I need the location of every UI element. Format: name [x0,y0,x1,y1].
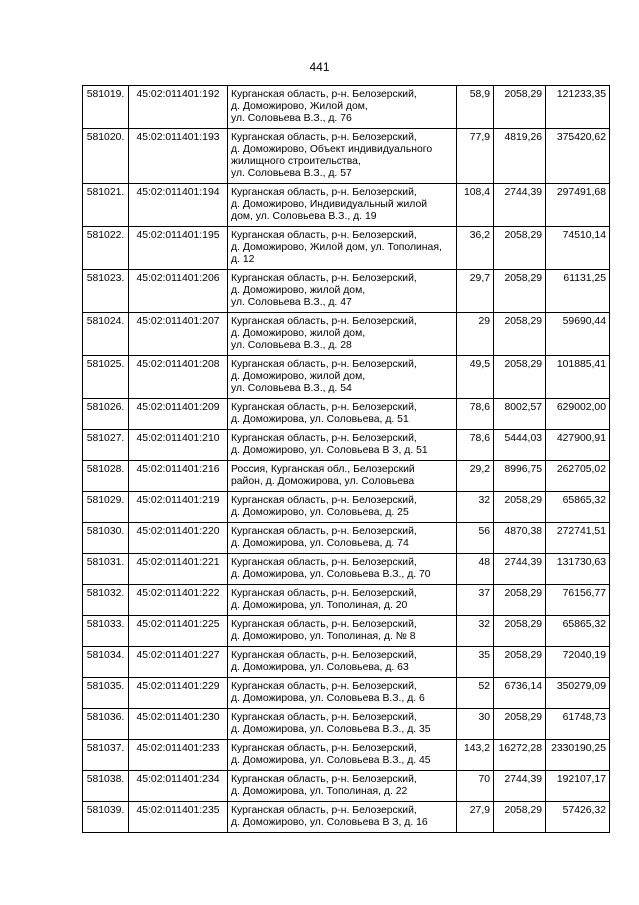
address-cell: Курганская область, р-н. Белозерский, д. Доможирово, Объект индивидуального жилищного строительства, ул. Соловьева В.З., д. 57 [228,129,457,184]
address-cell: Курганская область, р-н. Белозерский, д. Доможирово, жилой дом, ул. Соловьева В.З., д. 54 [228,356,457,399]
cadastral-number-cell: 45:02:011401:233 [129,740,228,771]
table-row [83,585,610,616]
table-row [83,313,610,356]
cadastral-value-cell: 74510,14 [546,227,610,270]
specific-value-cell: 2058,29 [494,709,546,740]
area-cell: 36,2 [457,227,494,270]
table-row [83,771,610,802]
row-number-cell: 581019. [83,86,129,129]
row-number-cell: 581036. [83,709,129,740]
cadastral-number-cell: 45:02:011401:219 [129,492,228,523]
address-cell: Курганская область, р-н. Белозерский, д. Доможирово, ул. Тополиная, д. № 8 [228,616,457,647]
area-cell: 48 [457,554,494,585]
cadastral-number-cell: 45:02:011401:193 [129,129,228,184]
address-cell: Курганская область, р-н. Белозерский, д. Доможирова, ул. Соловьева В.З., д. 35 [228,709,457,740]
cadastral-value-cell: 76156,77 [546,585,610,616]
cadastral-value-cell: 131730,63 [546,554,610,585]
table-row [83,709,610,740]
specific-value-cell: 2744,39 [494,554,546,585]
specific-value-cell: 2058,29 [494,802,546,833]
row-number-cell: 581032. [83,585,129,616]
address-cell: Курганская область, р-н. Белозерский, д. Доможирово, Индивидуальный жилой дом, ул. Соловьева В.З., д. 19 [228,184,457,227]
table-row [83,399,610,430]
specific-value-cell: 2058,29 [494,313,546,356]
row-number-cell: 581026. [83,399,129,430]
address-cell: Курганская область, р-н. Белозерский, д. Доможирово, Жилой дом, ул. Тополиная, д. 12 [228,227,457,270]
address-cell: Курганская область, р-н. Белозерский, д. Доможирово, ул. Соловьева В З, д. 51 [228,430,457,461]
table-row [83,270,610,313]
address-cell: Россия, Курганская обл., Белозерский район, д. Доможирова, ул. Соловьева [228,461,457,492]
specific-value-cell: 5444,03 [494,430,546,461]
cadastral-value-cell: 272741,51 [546,523,610,554]
cadastral-value-cell: 2330190,25 [546,740,610,771]
row-number-cell: 581029. [83,492,129,523]
area-cell: 29,7 [457,270,494,313]
area-cell: 29,2 [457,461,494,492]
address-cell: Курганская область, р-н. Белозерский, д. Доможирова, ул. Тополиная, д. 22 [228,771,457,802]
row-number-cell: 581023. [83,270,129,313]
specific-value-cell: 4870,38 [494,523,546,554]
cadastral-number-cell: 45:02:011401:194 [129,184,228,227]
address-cell: Курганская область, р-н. Белозерский, д. Доможирово, ул. Соловьева, д. 25 [228,492,457,523]
table-row [83,523,610,554]
table-row [83,227,610,270]
cadastral-number-cell: 45:02:011401:222 [129,585,228,616]
address-cell: Курганская область, р-н. Белозерский, д. Доможирово, жилой дом, ул. Соловьева В.З., д. 47 [228,270,457,313]
cadastral-value-cell: 297491,68 [546,184,610,227]
cadastral-value-cell: 61748,73 [546,709,610,740]
cadastral-number-cell: 45:02:011401:225 [129,616,228,647]
cadastral-number-cell: 45:02:011401:227 [129,647,228,678]
cadastral-value-cell: 427900,91 [546,430,610,461]
table-row [83,129,610,184]
area-cell: 143,2 [457,740,494,771]
table-row [83,802,610,833]
row-number-cell: 581030. [83,523,129,554]
cadastral-number-cell: 45:02:011401:230 [129,709,228,740]
row-number-cell: 581038. [83,771,129,802]
cadastral-number-cell: 45:02:011401:221 [129,554,228,585]
cadastral-value-cell: 629002,00 [546,399,610,430]
row-number-cell: 581020. [83,129,129,184]
table-row [83,492,610,523]
row-number-cell: 581035. [83,678,129,709]
area-cell: 30 [457,709,494,740]
cadastral-value-cell: 101885,41 [546,356,610,399]
specific-value-cell: 6736,14 [494,678,546,709]
row-number-cell: 581034. [83,647,129,678]
cadastral-value-cell: 350279,09 [546,678,610,709]
address-cell: Курганская область, р-н. Белозерский, д. Доможирова, ул. Соловьева, д. 51 [228,399,457,430]
area-cell: 56 [457,523,494,554]
specific-value-cell: 2058,29 [494,270,546,313]
cadastral-number-cell: 45:02:011401:206 [129,270,228,313]
cadastral-value-cell: 61131,25 [546,270,610,313]
row-number-cell: 581037. [83,740,129,771]
area-cell: 49,5 [457,356,494,399]
specific-value-cell: 2058,29 [494,616,546,647]
specific-value-cell: 2058,29 [494,585,546,616]
cadastral-number-cell: 45:02:011401:207 [129,313,228,356]
specific-value-cell: 2744,39 [494,184,546,227]
specific-value-cell: 2744,39 [494,771,546,802]
address-cell: Курганская область, р-н. Белозерский, д. Доможирова, ул. Соловьева В.З., д. 70 [228,554,457,585]
area-cell: 108,4 [457,184,494,227]
cadastral-value-cell: 192107,17 [546,771,610,802]
table-row [83,356,610,399]
area-cell: 35 [457,647,494,678]
row-number-cell: 581025. [83,356,129,399]
table-row [83,184,610,227]
address-cell: Курганская область, р-н. Белозерский, д. Доможирово, жилой дом, ул. Соловьева В.З., д. 28 [228,313,457,356]
area-cell: 32 [457,616,494,647]
page-number: 441 [309,60,330,74]
cadastral-number-cell: 45:02:011401:208 [129,356,228,399]
specific-value-cell: 16272,28 [494,740,546,771]
specific-value-cell: 2058,29 [494,86,546,129]
cadastral-value-cell: 375420,62 [546,129,610,184]
cadastral-number-cell: 45:02:011401:229 [129,678,228,709]
address-cell: Курганская область, р-н. Белозерский, д. Доможирова, ул. Соловьева В.З., д. 45 [228,740,457,771]
cadastral-number-cell: 45:02:011401:210 [129,430,228,461]
cadastral-number-cell: 45:02:011401:216 [129,461,228,492]
cadastral-value-cell: 121233,35 [546,86,610,129]
area-cell: 58,9 [457,86,494,129]
address-cell: Курганская область, р-н. Белозерский, д. Доможирова, ул. Тополиная, д. 20 [228,585,457,616]
address-cell: Курганская область, р-н. Белозерский, д. Доможирова, ул. Соловьева, д. 63 [228,647,457,678]
row-number-cell: 581028. [83,461,129,492]
row-number-cell: 581021. [83,184,129,227]
area-cell: 27,9 [457,802,494,833]
cadastral-number-cell: 45:02:011401:234 [129,771,228,802]
address-cell: Курганская область, р-н. Белозерский, д. Доможирово, ул. Соловьева В З, д. 16 [228,802,457,833]
cadastral-value-cell: 65865,32 [546,492,610,523]
address-cell: Курганская область, р-н. Белозерский, д. Доможирова, ул. Соловьева, д. 74 [228,523,457,554]
specific-value-cell: 8002,57 [494,399,546,430]
table-row [83,678,610,709]
table-row [83,430,610,461]
cadastral-number-cell: 45:02:011401:192 [129,86,228,129]
row-number-cell: 581022. [83,227,129,270]
cadastral-value-cell: 65865,32 [546,616,610,647]
area-cell: 77,9 [457,129,494,184]
address-cell: Курганская область, р-н. Белозерский, д. Доможирово, Жилой дом, ул. Соловьева В.З., д. 76 [228,86,457,129]
area-cell: 70 [457,771,494,802]
area-cell: 78,6 [457,399,494,430]
specific-value-cell: 2058,29 [494,356,546,399]
address-cell: Курганская область, р-н. Белозерский, д. Доможирова, ул. Соловьева В.З., д. 6 [228,678,457,709]
cadastral-value-cell: 72040,19 [546,647,610,678]
cadastral-value-cell: 57426,32 [546,802,610,833]
area-cell: 32 [457,492,494,523]
specific-value-cell: 2058,29 [494,647,546,678]
cadastral-number-cell: 45:02:011401:209 [129,399,228,430]
cadastral-value-cell: 262705,02 [546,461,610,492]
cadastral-number-cell: 45:02:011401:235 [129,802,228,833]
area-cell: 29 [457,313,494,356]
cadastral-number-cell: 45:02:011401:195 [129,227,228,270]
table-row [83,554,610,585]
specific-value-cell: 4819,26 [494,129,546,184]
table-row [83,647,610,678]
area-cell: 37 [457,585,494,616]
row-number-cell: 581031. [83,554,129,585]
cadastral-table [82,85,610,833]
table-row [83,616,610,647]
cadastral-number-cell: 45:02:011401:220 [129,523,228,554]
row-number-cell: 581039. [83,802,129,833]
row-number-cell: 581033. [83,616,129,647]
table-row [83,86,610,129]
cadastral-value-cell: 59690,44 [546,313,610,356]
row-number-cell: 581024. [83,313,129,356]
specific-value-cell: 2058,29 [494,227,546,270]
table-row [83,740,610,771]
specific-value-cell: 2058,29 [494,492,546,523]
specific-value-cell: 8996,75 [494,461,546,492]
row-number-cell: 581027. [83,430,129,461]
area-cell: 52 [457,678,494,709]
area-cell: 78,6 [457,430,494,461]
table-row [83,461,610,492]
